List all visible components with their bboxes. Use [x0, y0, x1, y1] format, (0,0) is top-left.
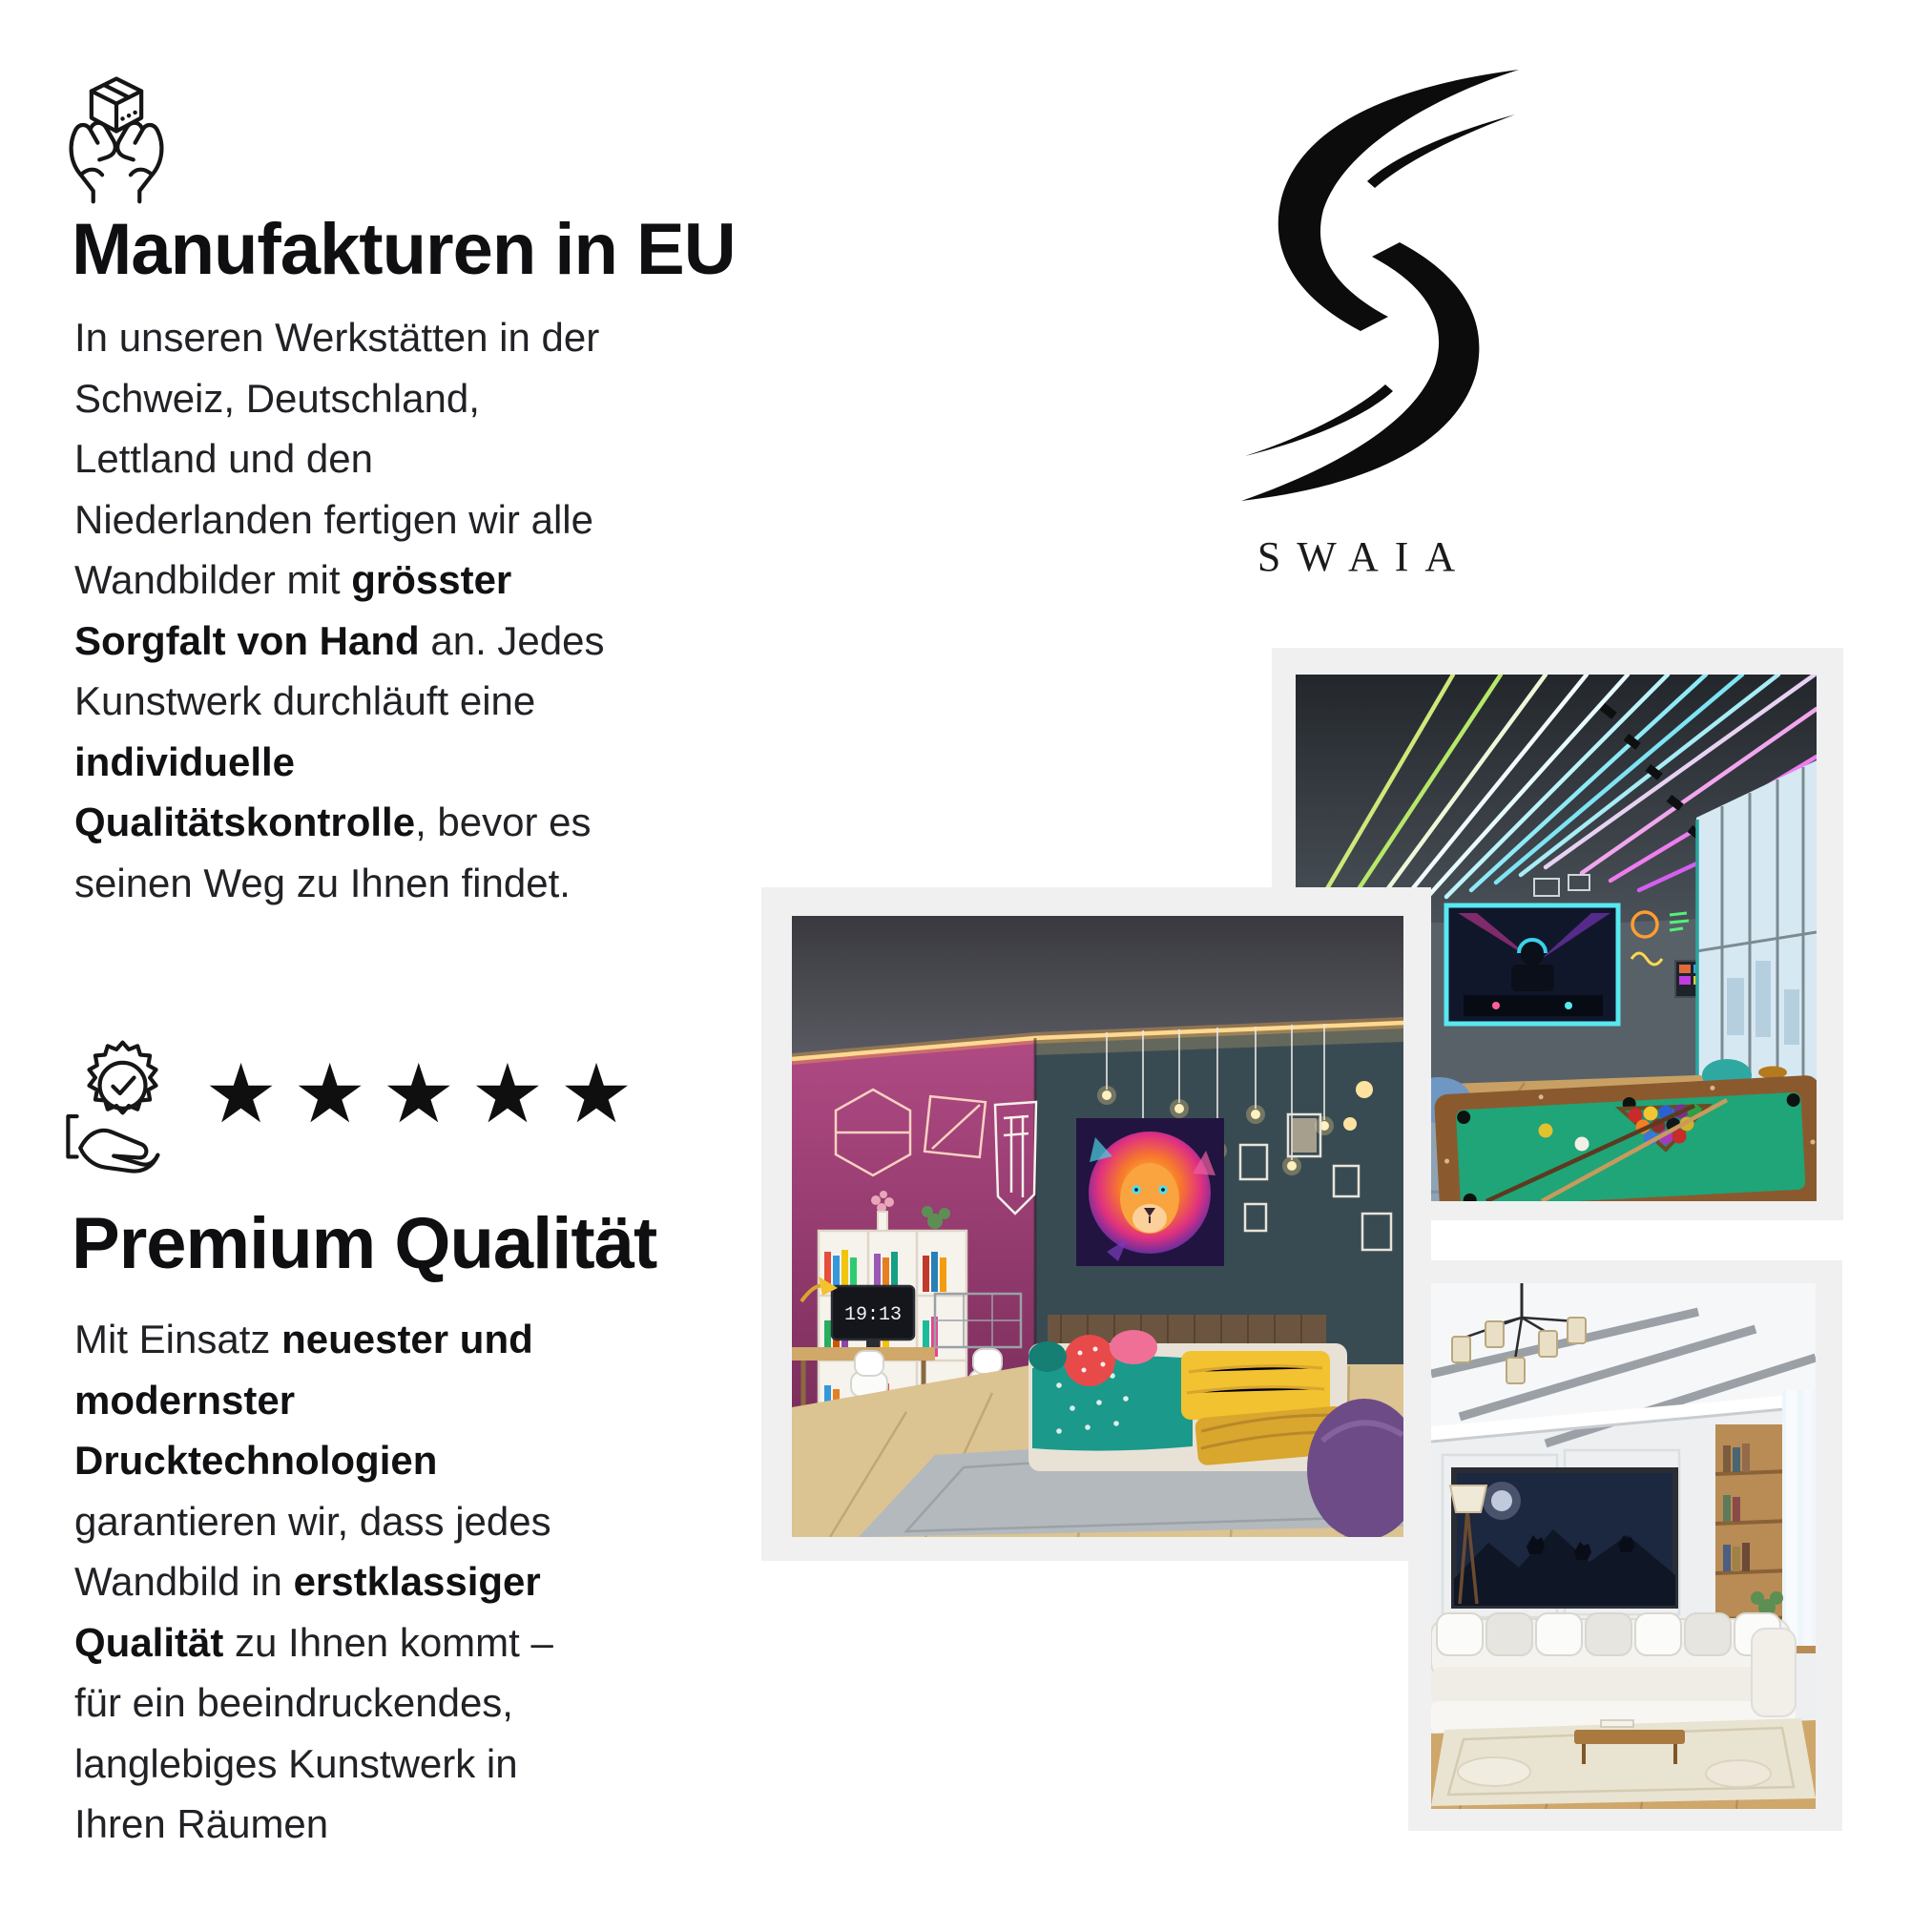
- star-icon: ★: [470, 1049, 560, 1140]
- photo-living-room-wolves: [1431, 1283, 1816, 1809]
- gallery-card-living: [1408, 1260, 1842, 1831]
- star-icon: ★: [293, 1049, 383, 1140]
- manufacture-heading: Manufakturen in EU: [72, 209, 736, 290]
- star-icon: ★: [559, 1049, 649, 1140]
- quality-heading: Premium Qualität: [72, 1203, 657, 1284]
- brand-name: SWAIA: [1257, 533, 1472, 580]
- quality-paragraph: Mit Einsatz neuester und modernster Drucktechnologien garantieren wir, dass jedes Wandbild in erstklassiger Qualität zu Ihnen kommt – für ein beeindruckendes, langlebiges Kunstwerk in Ihren Räumen: [74, 1317, 553, 1846]
- brand-logo-s-icon: [1236, 67, 1522, 506]
- quality-badge-icon: [61, 1034, 174, 1177]
- brand-logo: [1221, 67, 1536, 582]
- star-icon: ★: [382, 1049, 471, 1140]
- five-star-rating: [204, 1049, 649, 1140]
- gallery-card-bedroom: [761, 887, 1431, 1561]
- photo-kids-room-lion: [792, 916, 1403, 1537]
- manufacture-paragraph: In unseren Werkstätten in der Schweiz, Deutschland, Lettland und den Niederlanden fertigen wir alle Wandbilder mit grösster Sorgfalt von Hand an. Jedes Kunstwerk durchläuft eine individuelle Qualitätskontrolle, bevor es seinen Weg zu Ihnen findet.: [74, 315, 605, 905]
- monitor-clock-text: 19:13: [843, 1304, 903, 1326]
- hands-holding-box-icon: [63, 71, 170, 206]
- star-icon: ★: [204, 1049, 294, 1140]
